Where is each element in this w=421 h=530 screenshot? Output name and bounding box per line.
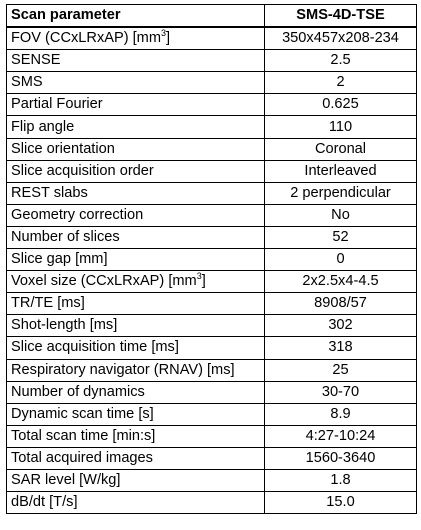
- table-row: [7, 50, 417, 72]
- parameter-label-suffix: ]: [201, 273, 206, 290]
- table-row: [7, 425, 417, 447]
- value-cell: 350x457x208-234: [265, 27, 417, 50]
- parameter-label-suffix: ]: [166, 30, 171, 47]
- value-cell: Interleaved: [265, 160, 417, 182]
- scan-parameter-table-container: [6, 4, 417, 514]
- table-row: [7, 72, 417, 94]
- parameter-label: Flip angle: [11, 118, 75, 135]
- value-cell: 15.0: [265, 492, 417, 514]
- table-row: [7, 249, 417, 271]
- value-cell: 1.8: [265, 469, 417, 491]
- parameter-cell: [7, 315, 265, 337]
- table-row: [7, 94, 417, 116]
- parameter-label: Number of dynamics: [11, 383, 145, 400]
- table-body: [7, 27, 417, 514]
- parameter-label: SAR level [W/kg]: [11, 472, 121, 489]
- table-row: [7, 116, 417, 138]
- parameter-cell: [7, 226, 265, 248]
- table-header-row: [7, 5, 417, 28]
- parameter-label: Partial Fourier: [11, 96, 103, 113]
- parameter-label: Slice orientation: [11, 140, 115, 157]
- parameter-label: Respiratory navigator (RNAV) [ms]: [11, 361, 235, 378]
- value-cell: 1560-3640: [265, 447, 417, 469]
- value-cell: 2: [265, 72, 417, 94]
- table-row: [7, 359, 417, 381]
- value-cell: 2 perpendicular: [265, 182, 417, 204]
- parameter-cell: [7, 447, 265, 469]
- parameter-cell: [7, 271, 265, 293]
- parameter-label: Geometry correction: [11, 206, 144, 223]
- value-cell: 52: [265, 226, 417, 248]
- table-row: [7, 27, 417, 50]
- parameter-cell: [7, 381, 265, 403]
- parameter-label: Slice gap [mm]: [11, 251, 108, 268]
- parameter-cell: [7, 94, 265, 116]
- value-cell: 302: [265, 315, 417, 337]
- parameter-label: dB/dt [T/s]: [11, 494, 78, 511]
- header-scan-parameter: Scan parameter: [7, 5, 265, 28]
- value-cell: 318: [265, 337, 417, 359]
- table-row: [7, 293, 417, 315]
- unit-exponent: 3: [161, 28, 167, 39]
- value-cell: 8908/57: [265, 293, 417, 315]
- scan-parameter-table: [6, 4, 417, 514]
- table-row: [7, 160, 417, 182]
- parameter-cell: [7, 204, 265, 226]
- parameter-cell: [7, 249, 265, 271]
- parameter-cell: [7, 138, 265, 160]
- table-row: [7, 492, 417, 514]
- value-cell: 30-70: [265, 381, 417, 403]
- value-cell: 25: [265, 359, 417, 381]
- unit-exponent: 3: [196, 271, 202, 282]
- table-row: [7, 226, 417, 248]
- table-row: [7, 469, 417, 491]
- parameter-label: Slice acquisition time [ms]: [11, 339, 179, 356]
- parameter-cell: [7, 72, 265, 94]
- value-cell: 8.9: [265, 403, 417, 425]
- parameter-cell: [7, 116, 265, 138]
- parameter-cell: [7, 337, 265, 359]
- parameter-cell: [7, 359, 265, 381]
- parameter-label: Number of slices: [11, 228, 120, 245]
- value-cell: 110: [265, 116, 417, 138]
- parameter-cell: [7, 425, 265, 447]
- parameter-cell: [7, 182, 265, 204]
- parameter-label: FOV (CCxLRxAP) [mm: [11, 30, 161, 47]
- parameter-cell: [7, 293, 265, 315]
- value-cell: Coronal: [265, 138, 417, 160]
- parameter-label: Total acquired images: [11, 449, 153, 466]
- table-row: [7, 138, 417, 160]
- value-cell: 2x2.5x4-4.5: [265, 271, 417, 293]
- parameter-label: Dynamic scan time [s]: [11, 405, 154, 422]
- value-cell: 0: [265, 249, 417, 271]
- header-sequence: SMS-4D-TSE: [265, 5, 417, 28]
- table-row: [7, 403, 417, 425]
- parameter-label: SENSE: [11, 52, 61, 69]
- parameter-cell: [7, 50, 265, 72]
- parameter-cell: [7, 492, 265, 514]
- parameter-label: Total scan time [min:s]: [11, 427, 156, 444]
- value-cell: 4:27-10:24: [265, 425, 417, 447]
- table-row: [7, 204, 417, 226]
- parameter-cell: [7, 469, 265, 491]
- parameter-label: Shot-length [ms]: [11, 317, 118, 334]
- parameter-cell: [7, 160, 265, 182]
- table-row: [7, 337, 417, 359]
- parameter-label: SMS: [11, 74, 43, 91]
- table-row: [7, 381, 417, 403]
- table-row: [7, 447, 417, 469]
- parameter-label: REST slabs: [11, 184, 88, 201]
- value-cell: No: [265, 204, 417, 226]
- parameter-cell: [7, 403, 265, 425]
- table-row: [7, 315, 417, 337]
- parameter-cell: [7, 27, 265, 50]
- parameter-label: Slice acquisition order: [11, 162, 154, 179]
- table-row: [7, 182, 417, 204]
- table-row: [7, 271, 417, 293]
- value-cell: 2.5: [265, 50, 417, 72]
- parameter-label: TR/TE [ms]: [11, 295, 85, 312]
- value-cell: 0.625: [265, 94, 417, 116]
- parameter-label: Voxel size (CCxLRxAP) [mm: [11, 273, 197, 290]
